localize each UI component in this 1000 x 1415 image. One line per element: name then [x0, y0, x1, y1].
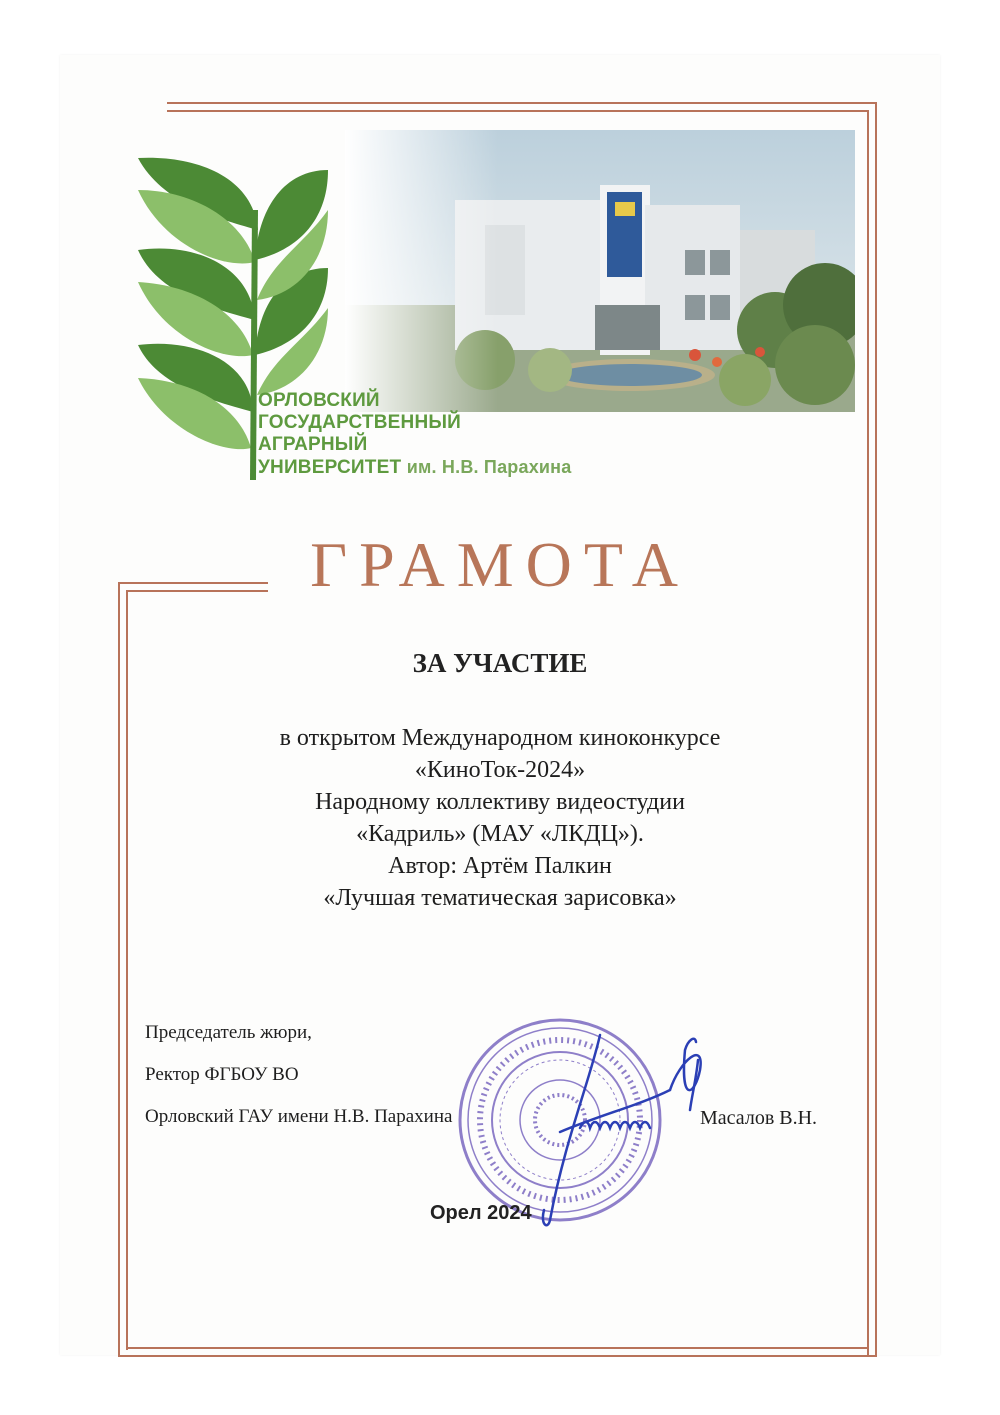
- signature-block: [145, 1022, 452, 1148]
- university-name-line: УНИВЕРСИТЕТ: [258, 457, 402, 478]
- certificate-body: [0, 722, 1000, 914]
- handwritten-signature-icon: [520, 1020, 720, 1235]
- certificate-subtitle: ЗА УЧАСТИЕ: [412, 648, 588, 678]
- city-year: Орел 2024: [430, 1202, 532, 1224]
- university-name-line: ГОСУДАРСТВЕННЫЙ: [258, 412, 462, 433]
- university-building-photo: [345, 130, 855, 412]
- body-line: Автор: Артём Палкин: [388, 853, 612, 879]
- body-line: «Лучшая тематическая зарисовка»: [323, 885, 677, 911]
- signature-line: Орловский ГАУ имени Н.В. Парахина: [145, 1106, 453, 1127]
- signer-name: Масалов В.Н.: [700, 1107, 818, 1129]
- body-line: «Кадриль» (МАУ «ЛКДЦ»).: [356, 821, 644, 847]
- university-name: [258, 390, 571, 479]
- signature-line: Председатель жюри,: [145, 1022, 312, 1043]
- university-name-line: ОРЛОВСКИЙ: [258, 390, 380, 411]
- body-line: «КиноТок-2024»: [414, 757, 586, 783]
- body-line: Народному коллективу видеостудии: [315, 789, 685, 815]
- body-line: в открытом Международном киноконкурсе: [279, 725, 721, 751]
- certificate-title: ГРАМОТА: [310, 529, 690, 600]
- signature-line: Ректор ФГБОУ ВО: [145, 1064, 299, 1085]
- university-name-suffix: им. Н.В. Парахина: [406, 457, 572, 477]
- university-name-line: АГРАРНЫЙ: [258, 434, 368, 455]
